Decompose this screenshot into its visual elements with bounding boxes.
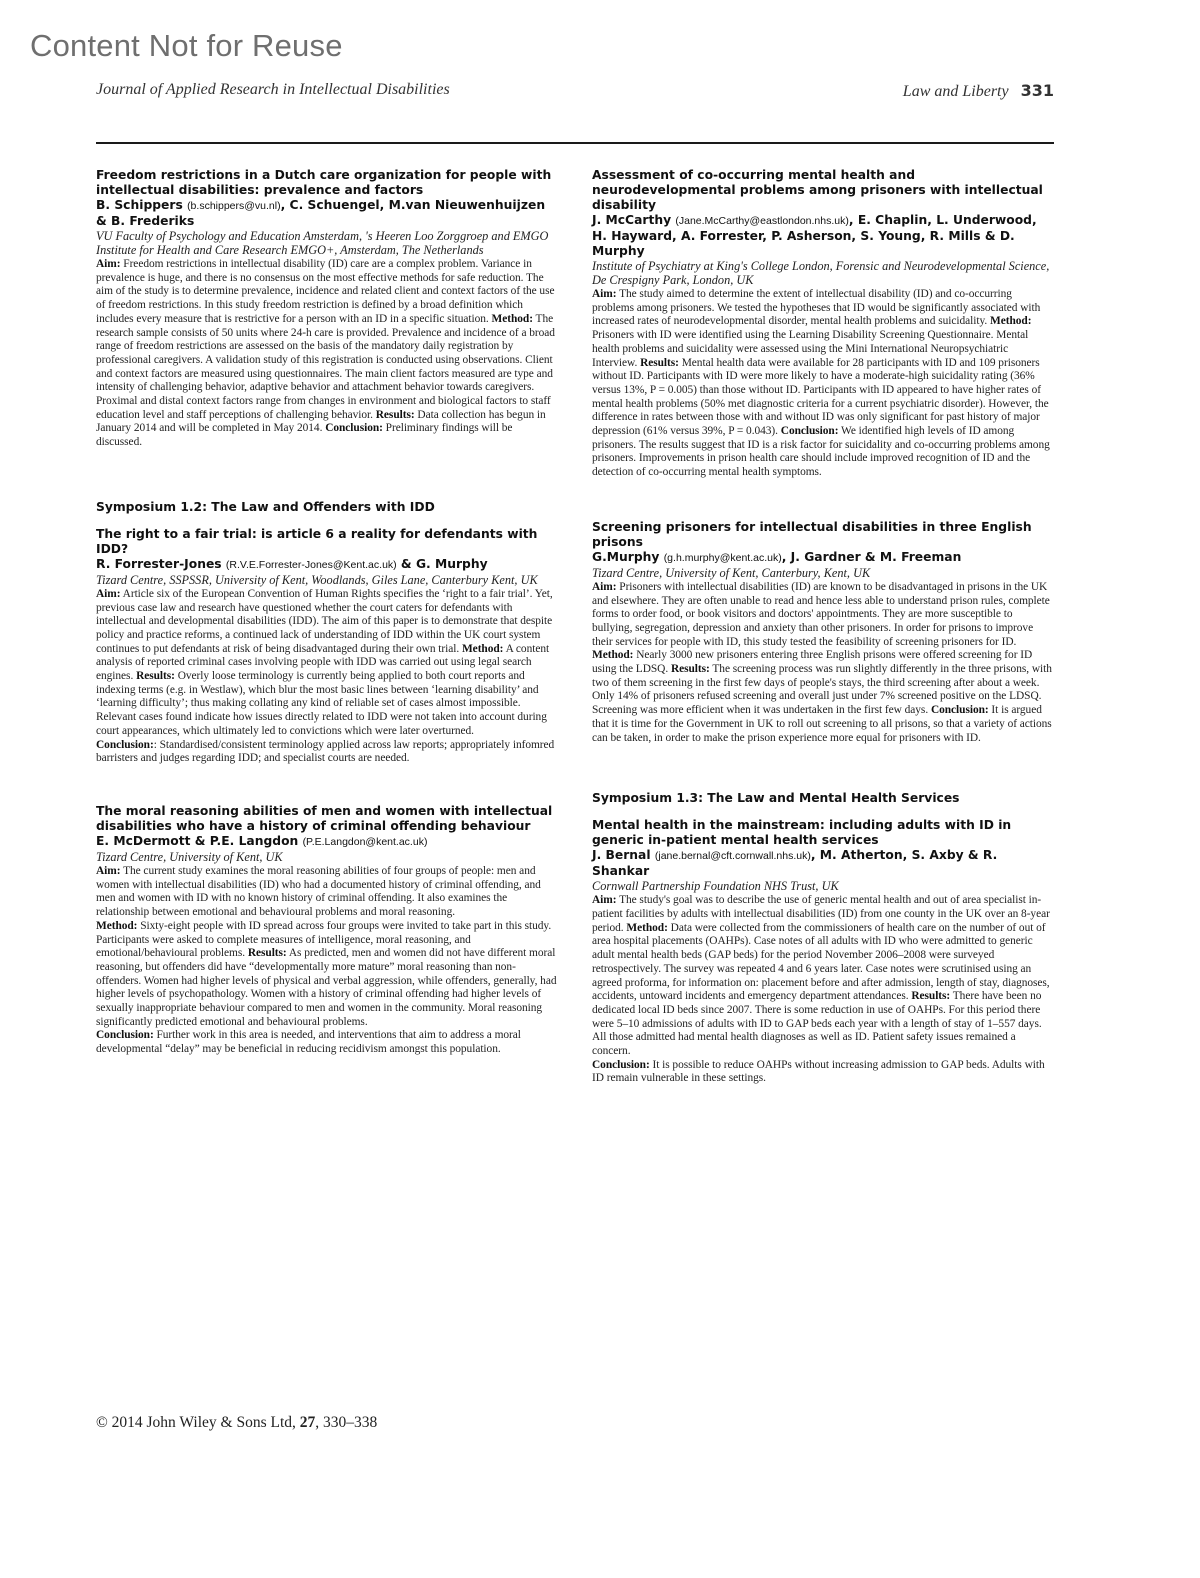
conclusion-text: We identified high levels of ID among prisoners. The results suggest that ID is a risk factor for suicidality and co-occurring problems among prisoners. Improvements in prison health care should include improved recognition of ID and the detection of co-occurring mental health symptoms.	[592, 425, 1050, 479]
results-text: Mental health data were available for 28 participants with ID and 109 prisoners without ID. Participants with ID were more likely to have a moderate-high suicidality rating (36% versus 13%, P = 0.005) than those without ID. Participants with ID appeared to have higher rates of mental health problems (50% met diagnostic criteria for a current psychiatric disorder). However, the difference in rates between those with and without ID was only significant for past history of major depression (61% versus 39%, P = 0.043).	[592, 356, 1049, 438]
volume-number: 27	[299, 1414, 316, 1431]
method-text: A content analysis of reported criminal cases involving people with IDD was carried out using legal search engines.	[96, 642, 550, 683]
results-label: Results:	[247, 947, 287, 960]
conclusion-label: Conclusion:	[96, 738, 154, 751]
co-authors: , M. Atherton, S. Axby & R. Shankar	[592, 848, 998, 879]
affiliation: Tizard Centre, SSPSSR, University of Kent, Woodlands, Giles Lane, Canterbury Kent, UK	[96, 572, 538, 587]
aim-label: Aim:	[592, 580, 617, 593]
copyright-text: © 2014 John Wiley & Sons Ltd,	[96, 1414, 300, 1431]
abstract	[592, 818, 1054, 1086]
symposium-heading: Symposium 1.2: The Law and Offenders with IDD	[96, 499, 435, 514]
lead-author: B. Schippers	[96, 198, 183, 212]
abstract	[592, 520, 1054, 745]
aim-label: Aim:	[592, 894, 617, 907]
conclusion-text: Preliminary findings will be discussed.	[96, 422, 513, 449]
page-number: 331	[1020, 81, 1054, 100]
left-column	[96, 168, 558, 1057]
results-label: Results:	[911, 990, 951, 1003]
conclusion-label: Conclusion:	[780, 425, 839, 438]
abstract-body	[96, 865, 558, 1057]
method-label: Method:	[592, 649, 634, 662]
affiliation: VU Faculty of Psychology and Education Amsterdam, 's Heeren Loo Zorggroep and EMGO Institute for Health and Care Research EMGO+, Amsterdam, The Netherlands	[96, 229, 549, 257]
co-authors: , E. Chaplin, L. Underwood, H. Hayward, A. Forrester, P. Asherson, S. Young, R. Mills & D. Murphy	[592, 213, 1037, 258]
lead-author: R. Forrester-Jones	[96, 556, 222, 571]
aim-label: Aim:	[96, 258, 121, 270]
aim-text: Freedom restrictions in intellectual disability (ID) care are a complex problem. Variance in prevalence is huge, and there is no consensus on the most effective methods for safe reduction. The aim of the study is to determine prevalence, incidence and related client and context factors of the use of freedom restrictions. In this study freedom restriction is defined by a broad definition which includes every measure that is restrictive for a person with an ID in a specific situation.	[96, 258, 555, 325]
co-authors: , C. Schuengel, M.van Nieuwenhuijzen & B. Frederiks	[96, 198, 546, 228]
symposium-heading: Symposium 1.3: The Law and Mental Health Services	[592, 791, 960, 806]
abstract	[96, 804, 558, 1057]
conclusion-text: Further work in this area is needed, and interventions that aim to address a moral developmental “delay” may be beneficial in reducing recidivism amongst this population.	[96, 1029, 521, 1056]
method-text: The research sample consists of 50 units where 24-h care is provided. Prevalence and incidence of a broad range of freedom restrictions are assessed on the basis of the mandatory daily registration by professional caregivers. A validation study of this registration is conducted using observations. Client and context factors are measured using questionnaires. The main client factors measured are type and intensity of challenging behavior, adaptive behavior and attachment behavior towards caregivers. Proximal and distal context factors range from changes in environment and biological factors to staff education level and staff perceptions of challenging behavior.	[96, 312, 555, 421]
abstract	[592, 168, 1054, 480]
results-label: Results:	[375, 408, 415, 421]
author-email: (P.E.Langdon@kent.ac.uk)	[302, 835, 428, 848]
abstract-authors	[592, 848, 1054, 879]
results-label: Results:	[136, 670, 175, 683]
abstract-title: Mental health in the mainstream: including adults with ID in generic in-patient mental health services	[592, 818, 1012, 848]
results-text: Data collection has begun in January 2014 and will be completed in May 2014.	[96, 408, 546, 435]
abstract-body	[592, 581, 1054, 745]
results-text: There have been no dedicated local ID beds since 2007. There is some reduction in use of OAHPs. For this period there were 5–10 admissions of adults with ID to GAP beds each year with a length of stay of 1–557 days. All those admitted had mental health diagnoses as well as ID. Patient safety issues remained a concern.	[592, 990, 1042, 1058]
method-text: Data were collected from the commissioners of health care on the number of out of area hospital placements (OAHPs). Case notes of all adults with ID who were admitted to generic adult mental health beds (GAP beds) for the period November 2006–2008 were surveyed retrospectively. The survey was repeated 4 and 6 years later. Case notes were scrutinised using an agreed proforma, for information on: placement before and after admission, length of stay, diagnoses, accidents, untoward incidents and emergency department attendances.	[592, 921, 1050, 1003]
affiliation: Tizard Centre, University of Kent, UK	[96, 849, 283, 864]
author-email: (R.V.E.Forrester-Jones@Kent.ac.uk)	[225, 558, 397, 571]
method-label: Method:	[96, 919, 138, 932]
aim-label: Aim:	[96, 864, 121, 877]
conclusion-text: It is argued that it is time for the Government in UK to roll out screening to all prisons, so that a variety of actions can be taken, in order to make the prison experience more equal for prisoners with ID.	[592, 704, 1052, 744]
abstract	[96, 168, 558, 450]
lead-author: G.Murphy	[592, 549, 660, 564]
section-name: Law and Liberty	[902, 83, 1009, 100]
conclusion-label: Conclusion:	[930, 704, 989, 717]
conclusion-label: Conclusion:	[96, 1029, 154, 1042]
abstract-title: The moral reasoning abilities of men and women with intellectual disabilities who have a history of criminal offending behaviour	[96, 803, 553, 833]
abstract-authors	[592, 550, 1054, 566]
results-label: Results:	[670, 663, 710, 676]
right-column	[592, 168, 1054, 1086]
method-text: Prisoners with ID were identified using the Learning Disability Screening Questionnaire. Mental health problems and suicidality were assessed using the Mini International Neuropsychiatric Interview.	[592, 329, 1029, 369]
conclusion-text: It is possible to reduce OAHPs without increasing admission to GAP beds. Adults with ID remain vulnerable in these settings.	[592, 1058, 1045, 1085]
running-head	[96, 81, 1054, 103]
abstract-title: Screening prisoners for intellectual disabilities in three English prisons	[592, 519, 1032, 549]
author-email: (jane.bernal@cft.cornwall.nhs.uk)	[654, 850, 811, 863]
method-label: Method:	[990, 315, 1032, 328]
method-text: Nearly 3000 new prisoners entering three English prisons were offered screening for ID using the LDSQ.	[592, 649, 1033, 676]
header-rule	[96, 142, 1054, 144]
abstract-title: Freedom restrictions in a Dutch care organization for people with intellectual disabilities: prevalence and factors	[96, 168, 552, 197]
conclusion-label: Conclusion:	[325, 422, 383, 435]
abstract-title: Assessment of co-occurring mental health and neurodevelopmental problems among prisoners with intellectual disability	[592, 168, 1043, 212]
abstract-authors	[96, 834, 558, 850]
running-head-right	[903, 81, 1054, 101]
affiliation: Cornwall Partnership Foundation NHS Trust, UK	[592, 879, 839, 894]
abstract-authors	[96, 557, 558, 573]
lead-author: J. Bernal	[592, 848, 651, 863]
abstract-body	[592, 894, 1054, 1086]
conclusion-label: Conclusion:	[592, 1058, 650, 1071]
co-authors: , J. Gardner & M. Freeman	[781, 549, 962, 564]
aim-label: Aim:	[592, 288, 617, 300]
abstract-body	[96, 588, 558, 766]
author-email: (g.h.murphy@kent.ac.uk)	[663, 551, 782, 564]
method-label: Method:	[626, 921, 668, 934]
journal-title: Journal of Applied Research in Intellectual Disabilities	[96, 81, 450, 98]
results-text: Overly loose terminology is currently being applied to both court reports and indexing terms (e.g. in Westlaw), which blur the most basic lines between ‘learning disability’ and ‘learning difficulty’; thus making collating any kind of reliable set of cases almost impossible. Relevant cases found indicate how issues directly related to IDD were not taken into account during court appearances, which ultimately led to convictions which were later overturned.	[96, 670, 547, 737]
results-text: The screening process was run slightly differently in the three prisons, with two of them screening in the first few days of people's stays, the third screening after about a week. Only 14% of prisoners refused screening and overall just under 7% screened positive on the LDSQ. Screening was more efficient when it was undertaken in the first few days.	[592, 663, 1052, 717]
page-range: , 330–338	[315, 1414, 378, 1431]
co-authors: & G. Murphy	[396, 556, 488, 571]
aim-text: The study's goal was to describe the use of generic mental health and out of area specialist in-patient facilities by adults with intellectual disabilities (ID) from one county in the UK over an 8-year period.	[592, 894, 1050, 934]
aim-label: Aim:	[96, 587, 121, 600]
affiliation: Institute of Psychiatry at King's College London, Forensic and Neurodevelopmental Science, De Crespigny Park, London, UK	[592, 259, 1050, 287]
abstract-authors	[592, 213, 1054, 259]
affiliation: Tizard Centre, University of Kent, Canterbury, Kent, UK	[592, 565, 871, 580]
copyright-footer	[96, 1414, 377, 1432]
abstract-authors	[96, 198, 558, 229]
abstract-body	[96, 258, 558, 450]
abstract-body	[592, 288, 1054, 480]
aim-text: Article six of the European Convention of Human Rights specifies the ‘right to a fair trial’. Yet, previous case law and research have questioned whether the court caters for defendants with intellectual and developmental disabilities (IDD). The aim of this paper is to demonstrate that despite policy and practice reforms, a continued lack of understanding of IDD within the UK court system continues to put defendants at risk of being disadvantaged during their own trial.	[96, 587, 553, 655]
watermark: Content Not for Reuse	[30, 28, 343, 63]
results-text: As predicted, men and women did not have different moral reasoning, but offenders did have “developmentally more mature” moral reasoning than non-offenders. Women had higher levels of physical and verbal aggression, while offenders, generally, had higher levels of psychopathology. Women with a history of criminal offending had higher levels of sexually inappropriate behaviour compared to men and women in the community. Moral reasoning significantly predicted emotional and behavioural problems.	[96, 947, 557, 1028]
method-label: Method:	[491, 312, 533, 325]
results-label: Results:	[640, 356, 679, 369]
method-label: Method:	[461, 642, 504, 655]
abstract-title: The right to a fair trial: is article 6 a reality for defendants with IDD?	[96, 526, 538, 556]
author-email: (b.schippers@vu.nl)	[187, 200, 281, 212]
aim-text: The current study examines the moral reasoning abilities of four groups of people: men and women with intellectual disabilities (ID) who had a documented history of criminal offending, and men and women with ID with no known history of criminal offending. It also examines the relationship between emotional and behavioural problems and moral reasoning.	[96, 864, 541, 919]
aim-text: The study aimed to determine the extent of intellectual disability (ID) and co-occurring problems among prisoners. We tested the hypotheses that ID would be significantly associated with increased rates of neurodevelopmental disorder, mental health problems and suicidality.	[592, 288, 1041, 328]
abstract	[96, 527, 558, 766]
lead-author: E. McDermott & P.E. Langdon	[96, 833, 299, 848]
method-text: Sixty-eight people with ID spread across four groups were invited to take part in this study. Participants were asked to complete measures of intelligence, moral reasoning, and emotional/behavioural problems.	[96, 919, 552, 960]
lead-author: J. McCarthy	[592, 213, 672, 227]
author-email: (Jane.McCarthy@eastlondon.nhs.uk)	[675, 215, 849, 227]
aim-text: Prisoners with intellectual disabilities (ID) are known to be disadvantaged in prisons in the UK and elsewhere. They are often unable to read and hence less able to understand prison rules, complete forms to order food, or book visitors and doctors' appointments. They are more susceptible to bullying, segregation, depression and anxiety than other prisoners. In order for prisons to improve their services for people with ID, this study tested the feasibility of screening prisoners for ID.	[592, 580, 1050, 648]
conclusion-text: : Standardised/consistent terminology applied across law reports; appropriately infomred barristers and judges regarding IDD; and specialist courts are needed.	[96, 738, 555, 765]
